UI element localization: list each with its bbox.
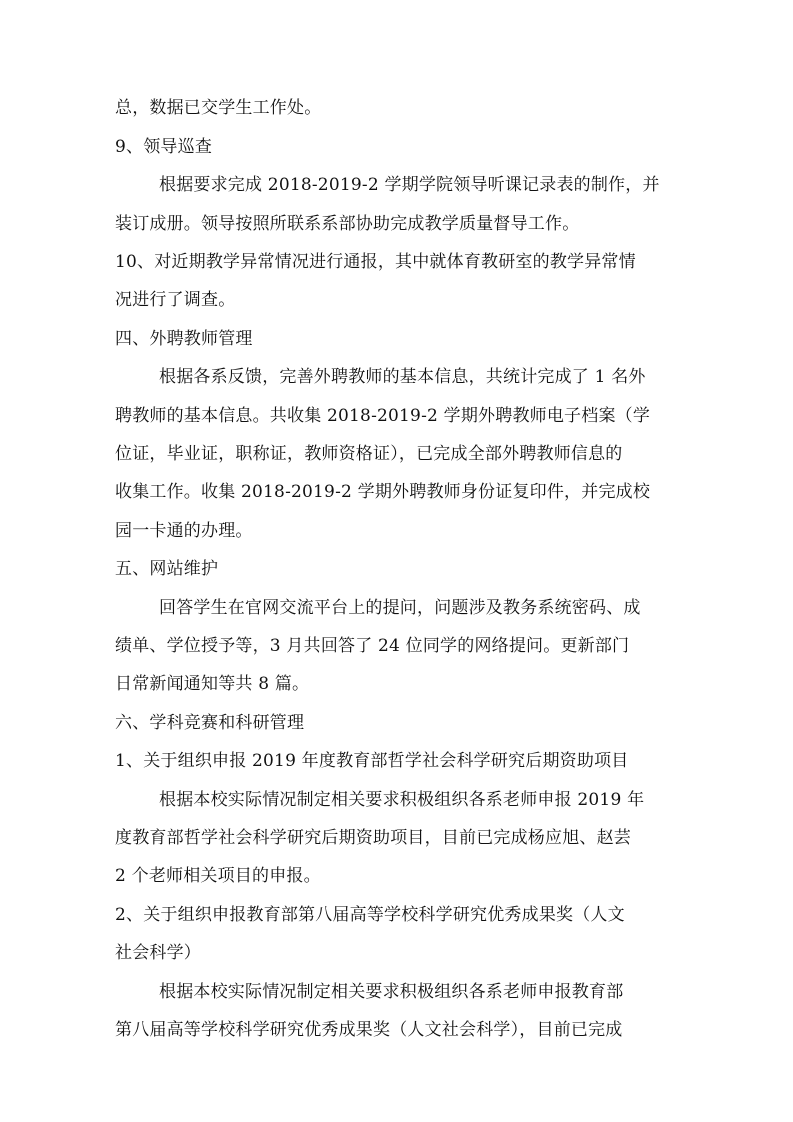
paragraph-line: 收集工作。收集 2018-2019-2 学期外聘教师身份证复印件，并完成校 [115, 482, 651, 502]
text-line: 总，数据已交学生工作处。 [115, 98, 322, 118]
section-heading: 六、学科竞赛和科研管理 [115, 713, 305, 733]
section-heading: 1、关于组织申报 2019 年度教育部哲学社会科学研究后期资助项目 [115, 751, 629, 771]
paragraph-line: 位证，毕业证，职称证，教师资格证），已完成全部外聘教师信息的 [115, 444, 623, 464]
paragraph-line: 第八届高等学校科学研究优秀成果奖（人文社会科学），目前已完成 [115, 1020, 623, 1040]
paragraph-line: 回答学生在官网交流平台上的提问，问题涉及教务系统密码、成 [159, 598, 641, 618]
paragraph-line: 装订成册。领导按照所联系系部协助完成教学质量督导工作。 [115, 214, 580, 234]
paragraph-line: 2 个老师相关项目的申报。 [115, 866, 321, 886]
paragraph-line: 绩单、学位授予等，3 月共回答了 24 位同学的网络提问。更新部门 [115, 636, 630, 656]
section-heading: 四、外聘教师管理 [115, 329, 253, 349]
section-heading: 社会科学） [115, 943, 201, 963]
paragraph-line: 根据本校实际情况制定相关要求积极组织各系老师申报教育部 [159, 982, 624, 1002]
paragraph-line: 日常新闻通知等共 8 篇。 [115, 674, 310, 694]
section-heading: 10、对近期教学异常情况进行通报，其中就体育教研室的教学异常情 [115, 252, 636, 272]
section-heading: 2、关于组织申报教育部第八届高等学校科学研究优秀成果奖（人文 [115, 905, 625, 925]
paragraph-line: 园一卡通的办理。 [115, 521, 253, 541]
paragraph-line: 聘教师的基本信息。共收集 2018-2019-2 学期外聘教师电子档案（学 [115, 406, 651, 426]
paragraph-line: 度教育部哲学社会科学研究后期资助项目，目前已完成杨应旭、赵芸 [115, 828, 631, 848]
paragraph-line: 根据要求完成 2018-2019-2 学期学院领导听课记录表的制作，并 [159, 175, 660, 195]
paragraph-line: 况进行了调查。 [115, 290, 236, 310]
section-heading: 五、网站维护 [115, 559, 219, 579]
section-heading: 9、领导巡查 [115, 137, 213, 157]
paragraph-line: 根据各系反馈，完善外聘教师的基本信息，共统计完成了 1 名外 [159, 367, 646, 387]
paragraph-line: 根据本校实际情况制定相关要求积极组织各系老师申报 2019 年 [159, 790, 645, 810]
